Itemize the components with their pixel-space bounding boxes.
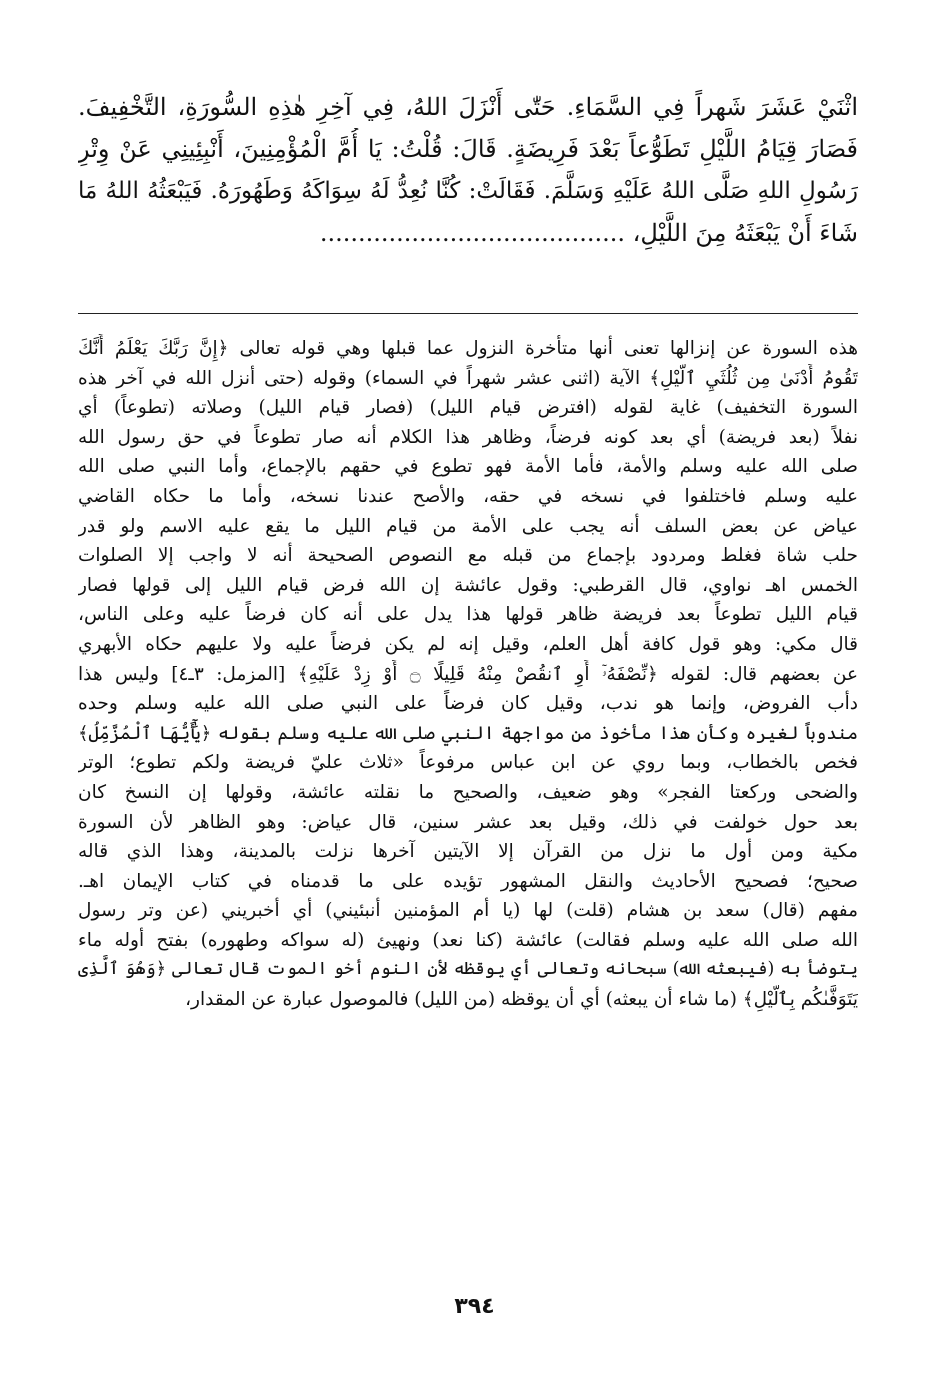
hadith-line: رَسُولِ اللهِ صَلَّى اللهُ عَلَيْهِ وَسَلَّمَ. فَقَالَتْ: كُنَّا نُعِدُّ لَهُ سِوَاكَهُ وَطَهُورَهُ. فَيَبْعَثُهُ اللهُ مَا (78, 178, 858, 204)
section-divider (78, 313, 858, 314)
commentary-line: صحيح؛ فصحيح الأحاديث والنقل المشهور تؤيده على ما قدمناه في كتاب الإيمان اهـ. (78, 870, 858, 892)
commentary-line: دأب الفروض، وإنما هو ندب، وقيل كان فرضاً على النبي صلى الله عليه وسلم وحده (78, 693, 858, 715)
commentary-line: مفهم (قال) سعد بن هشام (قلت) لها (يا أم المؤمنين أنبئيني) أي أخبريني (عن وتر رسول (78, 900, 858, 922)
commentary-line: عياض عن بعض السلف أنه يجب على الأمة من قيام الليل ما يقع عليه الاسم ولو قدر (78, 515, 858, 537)
hadith-line: اثْنَيْ عَشَرَ شَهراً فِي السَّمَاءِ. حَتّٰى أَنْزَلَ اللهُ، فِي آخِرِ هٰذِهِ السُّورَةِ، التَّخْفِيفَ. (78, 93, 858, 121)
commentary-line: الخمس اهـ نواوي، قال القرطبي: وقول عائشة إن الله فرض قيام الليل إلى قولها فصار (78, 574, 858, 596)
commentary-line: هذه السورة عن إنزالها تعنى أنها متأخرة النزول عما قبلها وهي قوله تعالى ﴿إِنَّ رَبَّكَ يَعْلَمُ أَنَّكَ (78, 338, 858, 359)
commentary-line: قيام الليل تطوعاً بعد فريضة ظاهر قولها هذا يدل على أنه كان فرضاً عليه وعلى الناس، (78, 604, 858, 626)
hadith-line: شَاءَ أَنْ يَبْعَثَهُ مِنَ اللَّيْلِ، ........................................ (319, 219, 858, 247)
commentary-line: مكية ومن أول ما نزل من القرآن إلا الآيتين آخرها نزلت بالمدينة، وهذا الذي قاله (78, 841, 858, 863)
commentary-line: الله صلى الله عليه وسلم فقالت) عائشة (كنا نعد) ونهيئ (له سواكه وطهوره) بفتح أوله ماء (78, 929, 858, 951)
commentary-line: تَقُومُ أَدْنَىٰ مِن ثُلُثَيِ ٱلَّيْلِ﴾ الآية (اثنى عشر شهراً في السماء) وقوله (حتى أنزل الله في آخر هذه (78, 367, 858, 389)
commentary-line: حلب شاة فغلط ومردود بإجماع من قبله مع النصوص الصحيحة أنه لا واجب إلا الصلوات (78, 545, 858, 567)
commentary-line: والضحى وركعتا الفجر» وهو ضعيف، والصحيح ما نقلته عائشة، وقولها إن النسخ كان (78, 781, 858, 803)
page-number: ٣٩٤ (454, 1294, 495, 1319)
hadith-line: فَصَارَ قِيَامُ اللَّيْلِ تَطَوُّعاً بَعْدَ فَرِيضَةٍ. قَالَ: قُلْتُ: يَا أُمَّ الْمُؤْمِنِينَ، أَنْبِئِينِي عَنْ وِتْرِ (78, 135, 858, 163)
commentary-line: صلى الله عليه وسلم والأمة، فأما الأمة فهو تطوع في حقهم بالإجماع، وأما النبي صلى الله (78, 456, 858, 478)
commentary-line: بعد حول خولفت في ذلك، وقيل بعد عشر سنين، قال عياض: وهو الظاهر لأن السورة (78, 811, 858, 833)
commentary-line: السورة التخفيف) غاية لقوله (افترض قيام الليل) (فصار قيام الليل) وصلاته (تطوعاً) أي (78, 397, 858, 419)
commentary-text (78, 334, 858, 1015)
commentary-line: فخص بالخطاب، وبما روي عن ابن عباس مرفوعاً «ثلاث عليّ فريضة ولكم تطوع؛ الوتر (78, 752, 858, 774)
commentary-line: عن بعضهم قال: لقوله ﴿نِّصْفَهُۥٓ أَوِ ٱنقُصْ مِنْهُ قَلِيلًا ۝ أَوْ زِدْ عَلَيْهِ﴾ [المزمل: ٣ـ٤] وليس هذا (78, 663, 858, 685)
commentary-line: مندوباً لغيره وكأن هذا مأخوذ من مواجهة النبي صلى الله عليه وسلم بقوله ﴿يَٰٓأَيُّهَا ٱلْمُزَّمِّلُ﴾ (78, 722, 858, 744)
commentary-line: عليه وسلم فاختلفوا في نسخه في حقه، والأصح عندنا نسخه، وأما ما حكاه القاضي (78, 485, 858, 507)
commentary-line: يَتَوَفَّىٰكُم بِٱلَّيْلِ﴾ (ما شاء أن يبعثه) أي أن يوقظه (من الليل) فالموصول عبارة عن المقدار، (185, 989, 858, 1011)
hadith-text (78, 86, 858, 254)
commentary-line: نفلاً (بعد فريضة) أي بعد كونه فرضاً، وظاهر هذا الكلام أنه صار تطوعاً في حق رسول الله (78, 426, 858, 448)
commentary-line: قال مكي: وهو قول كافة أهل العلم، وقيل إنه لم يكن فرضاً عليه ولا عليهم حكاه الأبهري (78, 633, 858, 655)
commentary-line: يتوضأ به (فيبعثه الله) سبحانه وتعالى أي يوقظه لأن النوم أخو الموت قال تعالى ﴿وَهُوَ ٱلَّذِى (78, 959, 858, 980)
